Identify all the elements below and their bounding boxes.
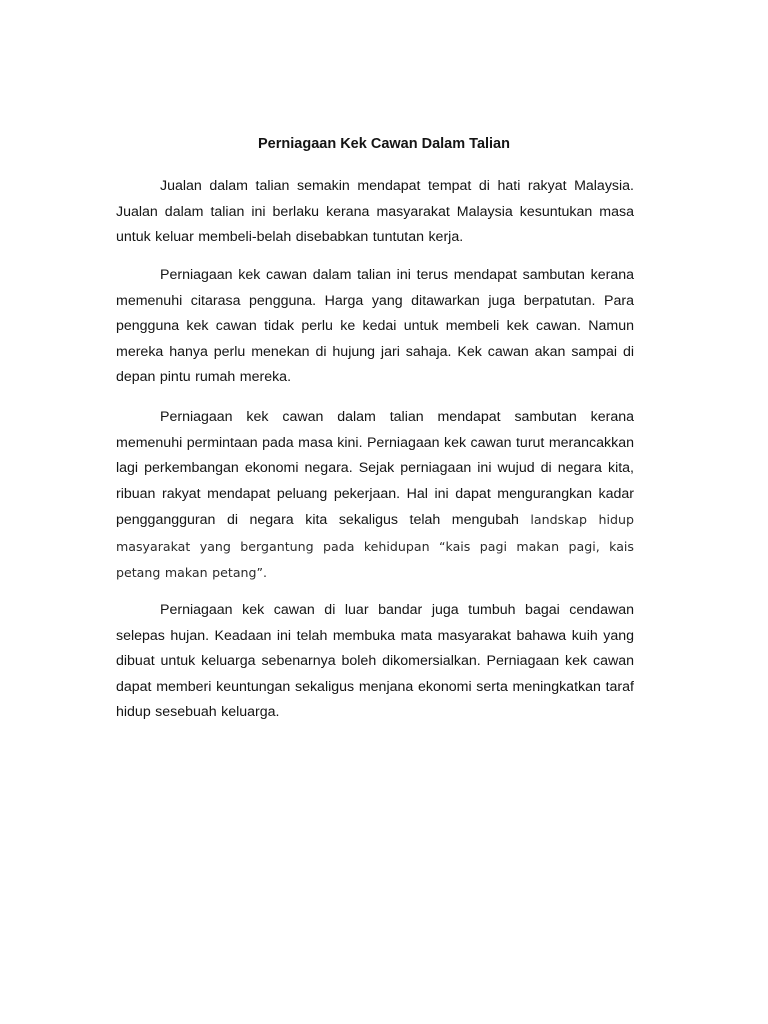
paragraph-3-tail: landskap hidup masyarakat yang bergantung pada kehidupan “kais pagi makan pagi, kais petang makan petang”. — [116, 512, 634, 580]
paragraph-1: Jualan dalam talian semakin mendapat tempat di hati rakyat Malaysia. Jualan dalam talian ini berlaku kerana masyarakat Malaysia kesuntukan masa untuk keluar membeli-belah disebabkan tuntutan kerja. — [116, 178, 634, 245]
document-title: Perniagaan Kek Cawan Dalam Talian — [258, 136, 510, 152]
paragraph-3-main: Perniagaan kek cawan dalam talian mendapat sambutan kerana memenuhi permintaan pada masa kini. Perniagaan kek cawan turut merancakkan lagi perkembangan ekonomi negara. Sejak perniagaan ini wujud di negara kita, ribuan rakyat mendapat peluang pekerjaan. Hal ini dapat mengurangkan kadar penggangguran di negara kita sekaligus telah mengubah — [116, 409, 634, 528]
paragraph-2: Perniagaan kek cawan dalam talian ini terus mendapat sambutan kerana memenuhi citarasa pengguna. Harga yang ditawarkan juga berpatutan. Para pengguna kek cawan tidak perlu ke kedai untuk membeli kek cawan. Namun mereka hanya perlu menekan di hujung jari sahaja. Kek cawan akan sampai di depan pintu rumah mereka. — [116, 267, 634, 385]
paragraph-4: Perniagaan kek cawan di luar bandar juga tumbuh bagai cendawan selepas hujan. Keadaan ini telah membuka mata masyarakat bahawa kuih yang dibuat untuk keluarga sebenarnya boleh dikomersialkan. Perniagaan kek cawan dapat memberi keuntungan sekaligus menjana ekonomi serta meningkatkan taraf hidup sesebuah keluarga. — [116, 602, 634, 720]
paragraph-3 — [116, 405, 634, 587]
